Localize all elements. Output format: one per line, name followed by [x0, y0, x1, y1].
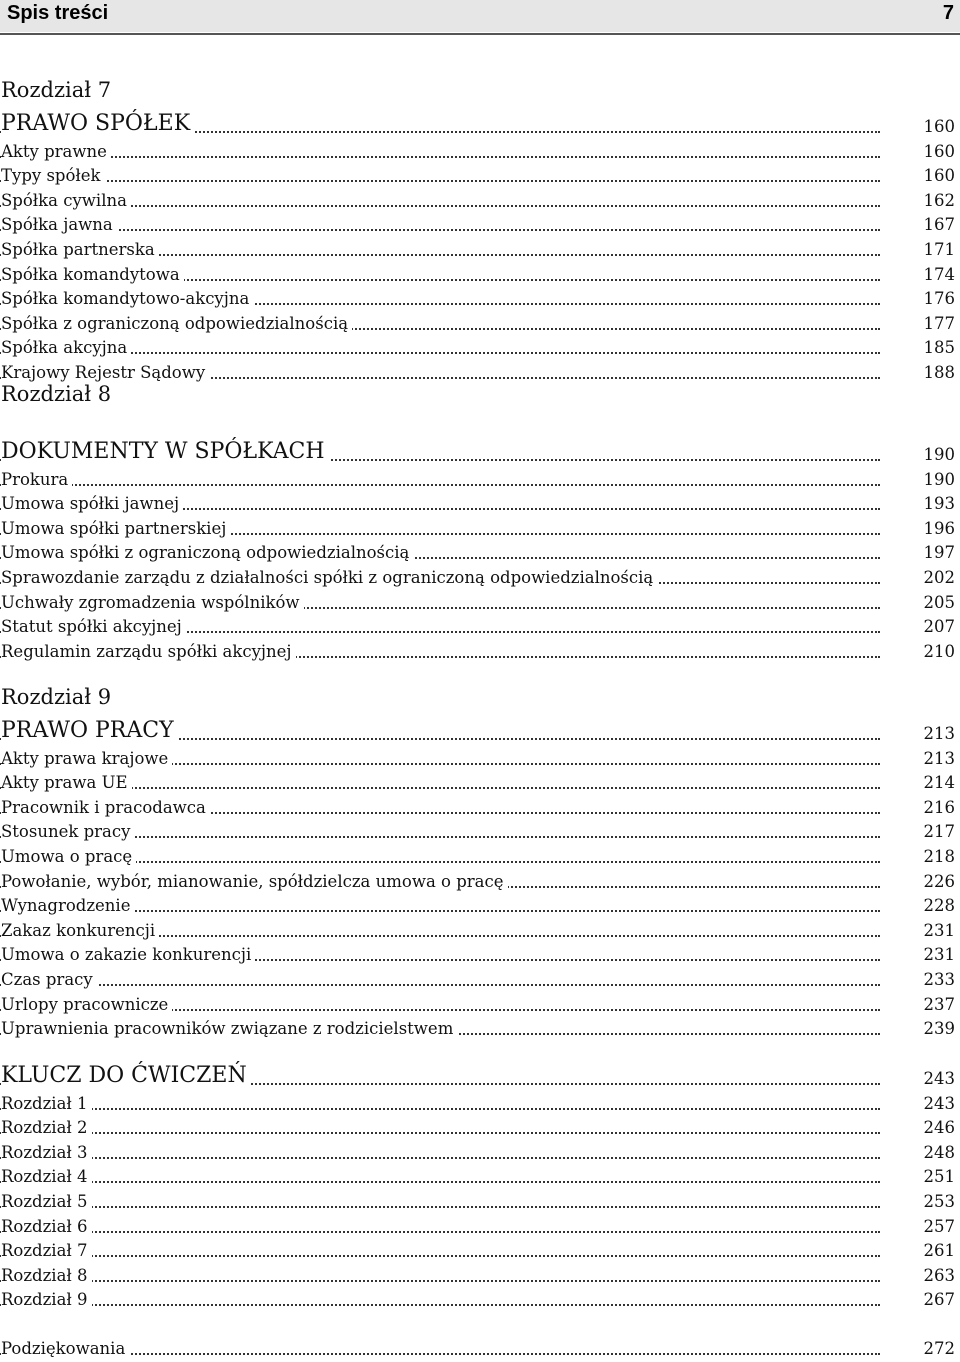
entry-page-number: 272: [923, 1339, 955, 1358]
toc-entry[interactable]: [0, 967, 955, 991]
entry-page-number: 253: [923, 1192, 955, 1211]
dot-leader: [0, 484, 880, 486]
entry-page-number: 261: [923, 1241, 955, 1261]
dot-leader: [0, 1157, 880, 1159]
entry-title: Uchwały zgromadzenia wspólników: [1, 593, 304, 612]
toc-entry[interactable]: [0, 639, 955, 663]
entry-page-number: 167: [923, 215, 955, 235]
entry-page-number: 210: [923, 641, 955, 661]
dot-leader: [0, 1206, 880, 1208]
dot-leader: [0, 1231, 880, 1233]
entry-title: Spółka z ograniczoną odpowiedzialnością: [1, 314, 352, 333]
toc-entry[interactable]: [0, 188, 955, 212]
toc-entry[interactable]: [0, 918, 955, 942]
entry-title: Rozdział 3: [1, 1143, 92, 1162]
toc-entry[interactable]: [0, 540, 955, 564]
entry-page-number: 207: [923, 617, 955, 637]
entry-page-number: 237: [923, 994, 955, 1014]
entry-page-number: 193: [923, 494, 955, 514]
chapter7-label: Rozdział 7: [1, 78, 112, 102]
entry-page-number: 218: [923, 847, 955, 866]
dot-leader: [0, 1280, 880, 1282]
entry-page-number: 202: [923, 568, 955, 587]
dot-leader: [0, 1181, 880, 1183]
dot-leader: [0, 984, 880, 986]
entry-page-number: 243: [923, 1093, 955, 1113]
dot-leader: [0, 352, 880, 354]
toc-entry[interactable]: [0, 770, 955, 794]
entry-page-number: 190: [923, 445, 955, 464]
entry-page-number: 239: [923, 1019, 955, 1039]
entry-page-number: 263: [923, 1265, 955, 1285]
toc-entry[interactable]: [0, 1214, 955, 1238]
toc-entry[interactable]: [0, 237, 955, 261]
entry-page-number: 226: [923, 871, 955, 891]
toc-entry[interactable]: [0, 163, 955, 187]
entry-title: Statut spółki akcyjnej: [1, 617, 186, 636]
toc-entry[interactable]: [0, 1016, 955, 1040]
toc-entry[interactable]: [0, 212, 955, 236]
entry-page-number: 162: [923, 190, 955, 210]
entry-title: Rozdział 1: [1, 1094, 92, 1113]
entry-page-number: 176: [923, 289, 955, 309]
entry-title: Spółka akcyjna: [1, 338, 131, 357]
toc-entry[interactable]: [0, 286, 955, 310]
chapter9-heading-entry[interactable]: [0, 718, 955, 745]
entry-title: Powołanie, wybór, mianowanie, spółdzielcza umowa o pracę: [1, 872, 508, 891]
entry-page-number: 160: [923, 141, 955, 161]
entry-title: Rozdział 9: [1, 1290, 92, 1309]
toc-entry[interactable]: [0, 819, 955, 843]
entry-title: Spółka jawna: [1, 215, 117, 234]
toc-entry[interactable]: [0, 1287, 955, 1311]
entry-page-number: 216: [923, 797, 955, 817]
entry-title: Sprawozdanie zarządu z działalności spółki z ograniczoną odpowiedzialnością: [1, 568, 657, 587]
entry-page-number: 188: [923, 363, 955, 382]
toc-entry[interactable]: [0, 516, 955, 540]
entry-title: Krajowy Rejestr Sądowy: [1, 363, 209, 382]
toc-entry[interactable]: [0, 1238, 955, 1262]
entry-page-number: 231: [923, 920, 955, 940]
entry-page-number: 267: [923, 1290, 955, 1310]
entry-title: Rozdział 4: [1, 1167, 92, 1186]
chapter9-label: Rozdział 9: [1, 685, 112, 709]
toc-entry[interactable]: [0, 1140, 955, 1164]
dot-leader: [0, 787, 880, 789]
entry-title: Czas pracy: [1, 970, 97, 989]
toc-entry[interactable]: [0, 590, 955, 614]
entry-page-number: 213: [923, 748, 955, 768]
dot-leader: [0, 1353, 880, 1355]
chapter8-heading-entry[interactable]: [0, 439, 955, 466]
entry-page-number: 197: [923, 543, 955, 563]
toc-entry-acknowledgements[interactable]: [0, 1336, 955, 1360]
toc-entry[interactable]: [0, 311, 955, 335]
toc-entry[interactable]: [0, 1091, 955, 1115]
toc-entry[interactable]: [0, 1263, 955, 1287]
entry-page-number: 171: [923, 240, 955, 259]
toc-entry[interactable]: [0, 467, 955, 491]
entry-title: KLUCZ DO ĆWICZEŃ: [1, 1063, 251, 1088]
toc-entry[interactable]: [0, 1164, 955, 1188]
toc-entry[interactable]: [0, 139, 955, 163]
entry-page-number: 233: [923, 970, 955, 989]
entry-page-number: 248: [923, 1142, 955, 1162]
key-heading-entry[interactable]: [0, 1063, 955, 1090]
toc-entry[interactable]: [0, 795, 955, 819]
toc-entry[interactable]: [0, 942, 955, 966]
entry-title: Rozdział 8: [1, 1266, 92, 1285]
entry-title: PRAWO SPÓŁEK: [1, 111, 194, 136]
toc-entry[interactable]: [0, 360, 955, 384]
toc-entry[interactable]: [0, 1115, 955, 1139]
toc-entry[interactable]: [0, 335, 955, 359]
entry-title: Spółka komandytowa: [1, 265, 184, 284]
entry-title: Rozdział 5: [1, 1192, 92, 1211]
header-page-number: 7: [942, 2, 954, 24]
entry-title: Spółka partnerska: [1, 240, 159, 259]
entry-title: Stosunek pracy: [1, 822, 134, 841]
entry-title: Umowa spółki jawnej: [1, 494, 183, 513]
entry-page-number: 160: [923, 117, 955, 136]
dot-leader: [0, 1304, 880, 1306]
entry-page-number: 257: [923, 1216, 955, 1236]
entry-title: Urlopy pracownicze: [1, 995, 172, 1014]
entry-title: Zakaz konkurencji: [1, 921, 159, 940]
entry-title: Umowa spółki z ograniczoną odpowiedzialnością: [1, 543, 413, 562]
entry-page-number: 190: [923, 469, 955, 489]
entry-page-number: 205: [923, 592, 955, 612]
dot-leader: [0, 1108, 880, 1110]
toc-entry[interactable]: [0, 262, 955, 286]
entry-title: Spółka komandytowo-akcyjna: [1, 289, 253, 308]
entry-title: Uprawnienia pracowników związane z rodzicielstwem: [1, 1019, 457, 1038]
dot-leader: [0, 229, 880, 231]
entry-page-number: 196: [923, 518, 955, 538]
entry-page-number: 174: [923, 264, 955, 284]
entry-page-number: 217: [923, 822, 955, 842]
entry-page-number: 228: [923, 896, 955, 916]
dot-leader: [0, 180, 880, 182]
entry-title: Rozdział 7: [1, 1241, 92, 1260]
toc-entry[interactable]: [0, 565, 955, 589]
entry-title: DOKUMENTY W SPÓŁKACH: [1, 439, 329, 464]
entry-title: Pracownik i pracodawca: [1, 798, 210, 817]
toc-entry[interactable]: [0, 491, 955, 515]
page-header: [0, 0, 960, 32]
entry-title: Akty prawa krajowe: [1, 749, 172, 768]
chapter8-label: Rozdział 8: [1, 382, 112, 406]
entry-page-number: 251: [923, 1167, 955, 1187]
toc-entry[interactable]: [0, 869, 955, 893]
chapter7-heading-entry[interactable]: [0, 111, 955, 138]
dot-leader: [0, 1255, 880, 1257]
entry-page-number: 243: [923, 1069, 955, 1088]
toc-entry[interactable]: [0, 746, 955, 770]
entry-page-number: 231: [923, 945, 955, 965]
entry-title: Umowa o pracę: [1, 847, 136, 866]
entry-title: Akty prawne: [1, 142, 111, 161]
toc-entry[interactable]: [0, 1189, 955, 1213]
entry-title: Rozdział 6: [1, 1217, 92, 1236]
toc-entry[interactable]: [0, 992, 955, 1016]
dot-leader: [0, 156, 880, 158]
toc-entry[interactable]: [0, 893, 955, 917]
entry-title: Umowa spółki partnerskiej: [1, 519, 230, 538]
entry-title: Wynagrodzenie: [1, 896, 134, 915]
entry-title: Rozdział 2: [1, 1118, 92, 1137]
entry-title: Podziękowania: [1, 1339, 129, 1358]
entry-page-number: 213: [923, 724, 955, 743]
entry-title: Typy spółek: [1, 166, 105, 185]
entry-page-number: 177: [923, 313, 955, 333]
entry-page-number: 214: [923, 773, 955, 793]
dot-leader: [0, 1132, 880, 1134]
entry-title: Akty prawa UE: [1, 773, 132, 792]
entry-title: Spółka cywilna: [1, 191, 131, 210]
entry-title: PRAWO PRACY: [1, 718, 178, 743]
entry-page-number: 246: [923, 1118, 955, 1138]
entry-title: Prokura: [1, 470, 72, 489]
entry-title: Regulamin zarządu spółki akcyjnej: [1, 642, 296, 661]
entry-page-number: 160: [923, 166, 955, 186]
header-divider: [0, 33, 960, 35]
entry-page-number: 185: [923, 338, 955, 358]
entry-title: Umowa o zakazie konkurencji: [1, 945, 255, 964]
header-title: Spis treści: [7, 2, 109, 24]
dot-leader: [0, 205, 880, 207]
toc-entry[interactable]: [0, 614, 955, 638]
toc-entry[interactable]: [0, 844, 955, 868]
